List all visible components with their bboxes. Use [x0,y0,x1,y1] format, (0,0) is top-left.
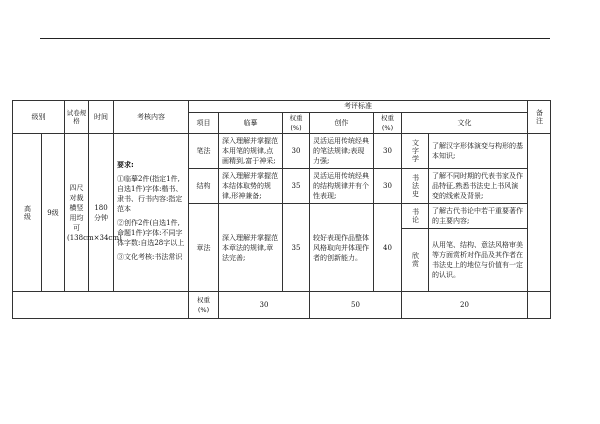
content-req-title: 要求: [117,160,134,169]
item-copy-0: 深入理解并掌握范本用笔的规律,点画精到,富于神采; [219,134,283,169]
culture-topic-1 [402,169,429,204]
content-req-2: ②创作2件(自选1件,命题1件)字体:不同字体字数:自选28字以上 [117,218,185,247]
item-name-0: 笔法 [189,134,219,169]
header-remarks-text: 备注 [535,109,544,125]
item-creation-weight-1: 30 [374,169,402,204]
totals-remarks [528,292,551,319]
item-copy-1: 深入理解并掌握范本结体取势的规律,形神兼备; [219,169,283,204]
culture-topic-3 [402,229,429,292]
culture-text-3: 从用笔、结构、意法风格审美等方面赏析对作品及其作者在书法史上的地位与价值有一定的认识。 [429,229,528,292]
totals-culture: 20 [402,292,528,319]
item-creation-weight-0: 30 [374,134,402,169]
level-text: 高级 [23,204,32,221]
totals-blank [13,292,189,319]
item-name-1: 结构 [189,169,219,204]
header-creation-weight [374,113,402,134]
header-criteria: 考评标准 [189,101,528,113]
top-rule [40,38,550,39]
item-copy-weight-2: 35 [283,204,310,292]
totals-creation: 50 [310,292,402,319]
header-copy-weight-unit: (%) [290,124,302,132]
header-copy-weight-label: 权重 [289,114,303,122]
content-req-3: ③文化考核:书法常识 [117,252,183,261]
remarks-cell [528,134,551,292]
header-copy: 临摹 [219,113,283,134]
culture-text-1: 了解不同时期的代表书家及作品特征,熟悉书法史上书风演变的线索及背景; [429,169,528,204]
content-cell [114,134,189,292]
totals-unit: (%) [197,306,210,314]
item-creation-1: 灵活运用传统经典的结构规律并有个性表现; [310,169,374,204]
item-name-2: 章法 [189,204,219,292]
item-creation-2: 较好表现作品整体风格取向并体现作者的创新能力。 [310,204,374,292]
culture-topic-3-text: 欣赏 [411,252,420,268]
item-creation-weight-2: 40 [374,204,402,292]
header-culture: 文化 [402,113,528,134]
exam-criteria-table [12,100,551,319]
totals-label-cell [189,292,219,319]
item-copy-weight-1: 35 [283,169,310,204]
header-creation-weight-label: 权重 [381,114,394,122]
header-content: 考核内容 [114,101,189,134]
level-cell [13,134,42,292]
culture-text-0: 了解汉字形体演变与构形的基本知识; [429,134,528,169]
header-level: 级别 [13,101,65,134]
header-item: 项目 [189,113,219,134]
header-remarks [528,101,551,134]
paper-spec-cell: 四尺对裁横竖用均可(138cm×34cm) [65,134,89,292]
culture-topic-1-text: 书法史 [411,174,420,198]
content-req-1: ①临摹2件(指定1件,自选1件)字体:楷书、隶书、行书内容:指定范本 [117,174,183,213]
item-copy-weight-0: 30 [283,134,310,169]
culture-topic-2-text: 书论 [411,208,420,224]
culture-topic-2 [402,204,429,229]
culture-text-2: 了解古代书论中若干重要著作的主要内容; [429,204,528,229]
culture-topic-0-text: 文字学 [411,139,420,163]
totals-copy: 30 [219,292,310,319]
item-creation-0: 灵活运用传统经典的笔法规律;表现力强; [310,134,374,169]
header-copy-weight [283,113,310,134]
header-creation-weight-unit: (%) [381,124,394,132]
culture-topic-0 [402,134,429,169]
totals-label: 权重 [197,296,210,304]
item-copy-2: 深入理解并掌握范本章法的规律,章法完善; [219,204,283,292]
time-cell: 180分钟 [89,134,114,292]
header-time: 时间 [89,101,114,134]
grade-cell: 9级 [42,134,65,292]
header-paper-spec: 试卷规格 [65,101,89,134]
header-creation: 创作 [310,113,374,134]
